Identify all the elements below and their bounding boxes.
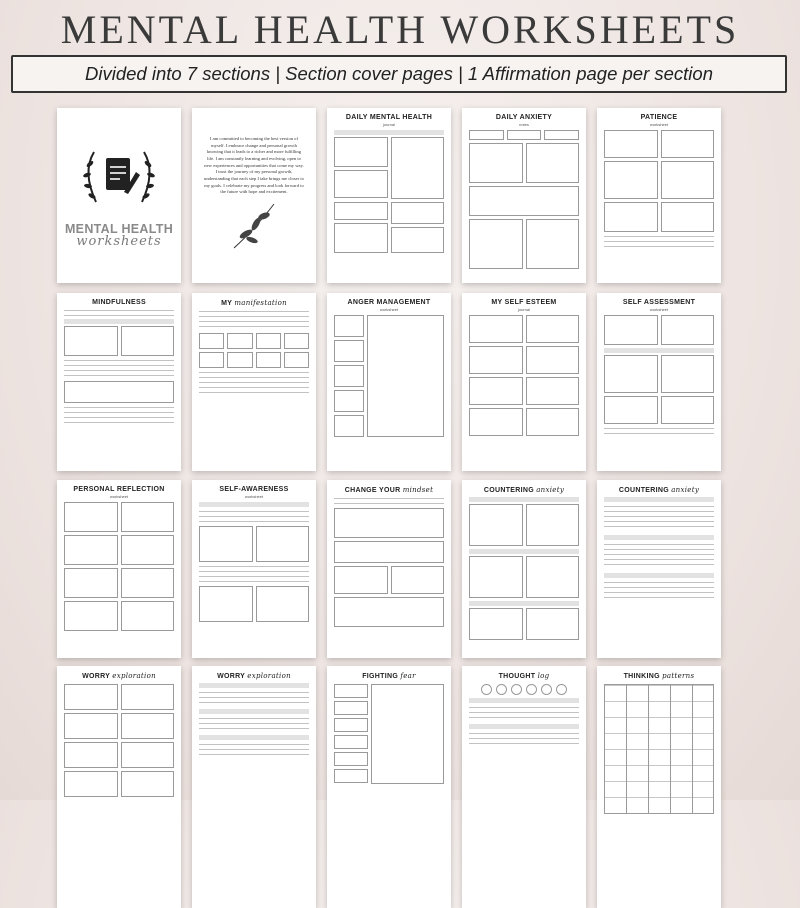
- worksheet-title: THINKING patterns: [623, 672, 695, 680]
- worksheet-page: [57, 480, 181, 658]
- worksheet-title: PERSONAL REFLECTION: [73, 486, 165, 493]
- worksheet-page: [462, 666, 586, 908]
- worksheet-title: CHANGE YOUR mindset: [344, 486, 434, 494]
- cover-page: [57, 108, 181, 283]
- worksheet-title: MY SELF ESTEEM: [491, 299, 557, 306]
- worksheet-title: DAILY MENTAL HEALTH: [345, 114, 433, 121]
- worksheet-title: MINDFULNESS: [92, 299, 146, 306]
- worksheet-page: [57, 666, 181, 908]
- worksheet-page: [192, 293, 316, 471]
- worksheet-title: COUNTERING anxiety: [483, 486, 565, 494]
- worksheet-title: THOUGHT log: [498, 672, 550, 680]
- worksheet-page: [192, 666, 316, 908]
- feature-banner: Divided into 7 sections | Section cover pages | 1 Affirmation page per section: [11, 55, 787, 93]
- worksheet-page: [597, 108, 721, 283]
- worksheet-title: FIGHTING fear: [362, 672, 416, 680]
- worksheet-page: [462, 480, 586, 658]
- worksheet-page: [597, 293, 721, 471]
- worksheet-title: MY manifestation: [221, 299, 287, 307]
- worksheet-page: [327, 480, 451, 658]
- cover-title: MENTAL HEALTH: [64, 222, 174, 236]
- worksheet-page: [327, 293, 451, 471]
- worksheet-page: [192, 480, 316, 658]
- worksheet-script: journal: [517, 307, 530, 312]
- affirmation-page: [192, 108, 316, 283]
- worksheet-title: WORRY exploration: [82, 672, 156, 680]
- notepad-pencil-icon: [74, 142, 164, 212]
- worksheet-script: worksheet: [244, 494, 264, 499]
- worksheet-page: [462, 108, 586, 283]
- worksheet-title: WORRY exploration: [217, 672, 291, 680]
- worksheet-script: notes: [519, 122, 529, 127]
- worksheet-script: worksheet: [109, 494, 129, 499]
- worksheet-page: [327, 108, 451, 283]
- worksheet-title: ANGER MANAGEMENT: [347, 299, 431, 306]
- leaf-branch-icon: [224, 200, 284, 250]
- worksheet-page: [462, 293, 586, 471]
- worksheet-title: COUNTERING anxiety: [618, 486, 700, 494]
- worksheet-title: PATIENCE: [640, 114, 678, 121]
- page-title: MENTAL HEALTH WORKSHEETS: [60, 7, 740, 52]
- worksheet-script: worksheet: [649, 307, 669, 312]
- worksheet-script: worksheet: [379, 307, 399, 312]
- cover-script-title: worksheets: [76, 234, 162, 249]
- worksheet-title: SELF ASSESSMENT: [622, 299, 696, 306]
- affirmation-text: I am committed to becoming the best version of myself. I embrace change and personal growth knowing that it leads to a richer and more fulfilling life. I am constantly learning and evolving, open to new experiences and opportunities that come my way. I trust the journey of my personal growth, understanding that each step I take brings me closer to my goals. I celebrate my progress and look forward to the future with hope and excitement.: [204, 136, 304, 195]
- worksheet-script: journal: [382, 122, 395, 127]
- worksheet-title: DAILY ANXIETY: [495, 114, 553, 121]
- worksheet-page: [597, 480, 721, 658]
- worksheet-page: [597, 666, 721, 908]
- worksheet-script: worksheet: [649, 122, 669, 127]
- worksheet-page: [327, 666, 451, 908]
- worksheet-page: [57, 293, 181, 471]
- worksheet-title: SELF-AWARENESS: [219, 486, 289, 493]
